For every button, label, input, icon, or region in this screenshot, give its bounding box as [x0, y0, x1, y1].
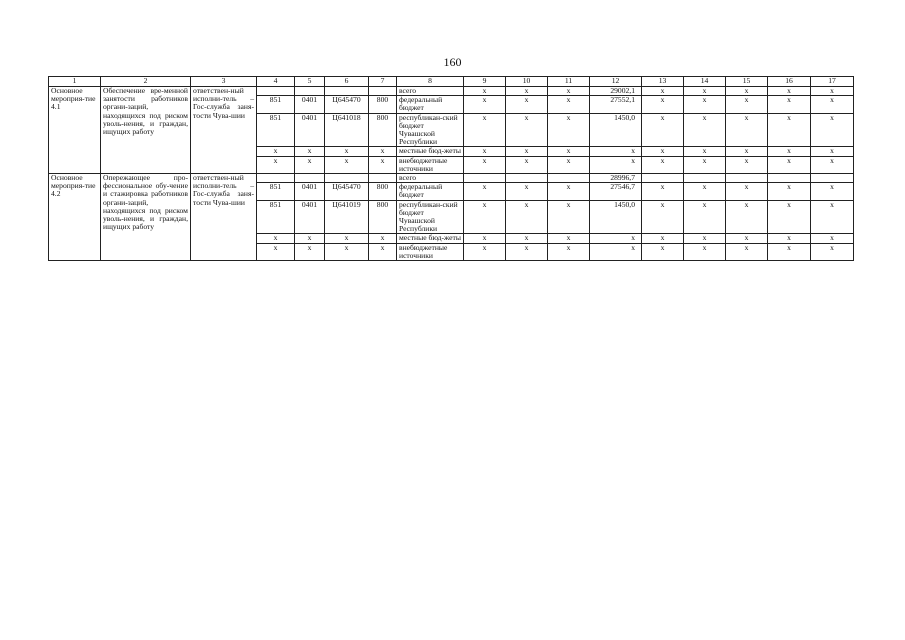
year-2024-cell: х: [684, 200, 726, 234]
year-2031-2035-cell: х: [811, 234, 854, 243]
year-2031-2035-cell: [811, 174, 854, 183]
column-header: 14: [684, 77, 726, 87]
year-2025-cell: х: [726, 156, 768, 173]
year-2020-cell: х: [506, 234, 548, 243]
year-2020-cell: х: [506, 183, 548, 200]
funding-source-cell: федеральный бюджет: [397, 96, 464, 113]
year-2023-cell: [642, 174, 684, 183]
column-header: 12: [590, 77, 642, 87]
kbk-gp-code-cell: 851: [257, 200, 295, 234]
year-2023-cell: х: [642, 113, 684, 147]
measure-name-cell: Основное мероприя-тие 4.2: [49, 174, 101, 261]
year-2020-cell: х: [506, 200, 548, 234]
rzpr-code-cell: х: [295, 147, 325, 156]
year-2025-cell: х: [726, 183, 768, 200]
column-header: 5: [295, 77, 325, 87]
year-2025-cell: х: [726, 147, 768, 156]
vr-code-cell: х: [369, 234, 397, 243]
funding-source-cell: внебюджетные источники: [397, 243, 464, 260]
year-2022-cell: 29002,1: [590, 87, 642, 96]
year-2019-cell: х: [464, 183, 506, 200]
year-2026-2030-cell: х: [768, 156, 811, 173]
year-2019-cell: х: [464, 156, 506, 173]
rzpr-code-cell: 0401: [295, 183, 325, 200]
table-row: [49, 174, 854, 183]
kbk-gp-code-cell: х: [257, 156, 295, 173]
year-2024-cell: х: [684, 96, 726, 113]
kbk-gp-code-cell: х: [257, 147, 295, 156]
measure-name-cell: Основное мероприя-тие 4.1: [49, 87, 101, 174]
year-2021-cell: х: [548, 243, 590, 260]
funding-source-cell: федеральный бюджет: [397, 183, 464, 200]
column-header: 10: [506, 77, 548, 87]
kbk-gp-code-cell: [257, 87, 295, 96]
year-2024-cell: х: [684, 113, 726, 147]
year-2026-2030-cell: х: [768, 147, 811, 156]
column-header: 11: [548, 77, 590, 87]
kbk-gp-code-cell: х: [257, 234, 295, 243]
column-header: 9: [464, 77, 506, 87]
funding-source-cell: местные бюд-жеты: [397, 147, 464, 156]
rzpr-code-cell: х: [295, 243, 325, 260]
csr-code-cell: Ц641019: [325, 200, 369, 234]
column-header: 8: [397, 77, 464, 87]
year-2025-cell: х: [726, 200, 768, 234]
csr-code-cell: х: [325, 234, 369, 243]
rzpr-code-cell: 0401: [295, 200, 325, 234]
column-header: 4: [257, 77, 295, 87]
year-2020-cell: х: [506, 87, 548, 96]
vr-code-cell: 800: [369, 200, 397, 234]
vr-code-cell: х: [369, 156, 397, 173]
funding-source-cell: всего: [397, 87, 464, 96]
page-number: 160: [443, 55, 462, 69]
kbk-gp-code-cell: 851: [257, 96, 295, 113]
year-2024-cell: [684, 174, 726, 183]
year-2025-cell: х: [726, 243, 768, 260]
column-number-row: [49, 77, 854, 87]
year-2022-cell: 1450,0: [590, 200, 642, 234]
measure-description-cell: Опережающее про-фессиональное обу-чение и стажировка работников органи-заций, находящихся под риском уволь-нения, и граждан, ищущих работу: [101, 174, 191, 261]
vr-code-cell: [369, 174, 397, 183]
year-2024-cell: х: [684, 156, 726, 173]
responsible-executor-cell: ответствен-ный исполни-тель – Гос-служба заня-тости Чува-шии: [191, 174, 257, 261]
year-2025-cell: [726, 174, 768, 183]
column-header: 16: [768, 77, 811, 87]
rzpr-code-cell: [295, 87, 325, 96]
rzpr-code-cell: х: [295, 156, 325, 173]
responsible-executor-cell: ответствен-ный исполни-тель – Гос-служба заня-тости Чува-шии: [191, 87, 257, 174]
kbk-gp-code-cell: 851: [257, 113, 295, 147]
year-2021-cell: х: [548, 96, 590, 113]
column-header: 2: [101, 77, 191, 87]
vr-code-cell: 800: [369, 113, 397, 147]
csr-code-cell: Ц645470: [325, 183, 369, 200]
csr-code-cell: х: [325, 156, 369, 173]
kbk-gp-code-cell: [257, 174, 295, 183]
year-2025-cell: х: [726, 87, 768, 96]
year-2021-cell: х: [548, 147, 590, 156]
column-header: 3: [191, 77, 257, 87]
year-2022-cell: х: [590, 156, 642, 173]
year-2026-2030-cell: х: [768, 183, 811, 200]
year-2019-cell: х: [464, 243, 506, 260]
year-2024-cell: х: [684, 243, 726, 260]
year-2021-cell: [548, 174, 590, 183]
csr-code-cell: Ц645470: [325, 96, 369, 113]
year-2021-cell: х: [548, 113, 590, 147]
year-2031-2035-cell: х: [811, 200, 854, 234]
vr-code-cell: х: [369, 147, 397, 156]
rzpr-code-cell: 0401: [295, 113, 325, 147]
budget-table: [48, 76, 854, 261]
year-2022-cell: 27546,7: [590, 183, 642, 200]
year-2019-cell: х: [464, 87, 506, 96]
column-header: 6: [325, 77, 369, 87]
year-2031-2035-cell: х: [811, 243, 854, 260]
year-2026-2030-cell: [768, 174, 811, 183]
year-2022-cell: 27552,1: [590, 96, 642, 113]
rzpr-code-cell: х: [295, 234, 325, 243]
year-2031-2035-cell: х: [811, 183, 854, 200]
vr-code-cell: [369, 87, 397, 96]
year-2021-cell: х: [548, 87, 590, 96]
year-2025-cell: х: [726, 234, 768, 243]
year-2023-cell: х: [642, 234, 684, 243]
year-2019-cell: х: [464, 234, 506, 243]
funding-source-cell: всего: [397, 174, 464, 183]
column-header: 1: [49, 77, 101, 87]
csr-code-cell: х: [325, 243, 369, 260]
funding-source-cell: внебюджетные источники: [397, 156, 464, 173]
measure-description-cell: Обеспечение вре-менной занятости работников органи-заций, находящихся под риском уволь-нения, и граждан, ищущих работу: [101, 87, 191, 174]
year-2022-cell: 28996,7: [590, 174, 642, 183]
year-2023-cell: х: [642, 96, 684, 113]
column-header: 17: [811, 77, 854, 87]
year-2023-cell: х: [642, 87, 684, 96]
year-2023-cell: х: [642, 156, 684, 173]
year-2023-cell: х: [642, 147, 684, 156]
year-2031-2035-cell: х: [811, 156, 854, 173]
funding-source-cell: республикан-ский бюджет Чувашской Республики: [397, 113, 464, 147]
rzpr-code-cell: 0401: [295, 96, 325, 113]
rzpr-code-cell: [295, 174, 325, 183]
year-2026-2030-cell: х: [768, 200, 811, 234]
year-2022-cell: 1450,0: [590, 113, 642, 147]
year-2021-cell: х: [548, 156, 590, 173]
year-2020-cell: х: [506, 147, 548, 156]
year-2031-2035-cell: х: [811, 147, 854, 156]
year-2020-cell: х: [506, 243, 548, 260]
year-2020-cell: х: [506, 96, 548, 113]
year-2026-2030-cell: х: [768, 96, 811, 113]
year-2019-cell: х: [464, 147, 506, 156]
year-2023-cell: х: [642, 183, 684, 200]
funding-source-cell: республикан-ский бюджет Чувашской Республики: [397, 200, 464, 234]
kbk-gp-code-cell: х: [257, 243, 295, 260]
year-2031-2035-cell: х: [811, 96, 854, 113]
vr-code-cell: х: [369, 243, 397, 260]
year-2024-cell: х: [684, 183, 726, 200]
year-2024-cell: х: [684, 147, 726, 156]
year-2019-cell: [464, 174, 506, 183]
csr-code-cell: [325, 174, 369, 183]
csr-code-cell: Ц641018: [325, 113, 369, 147]
year-2026-2030-cell: х: [768, 113, 811, 147]
year-2024-cell: х: [684, 87, 726, 96]
year-2025-cell: х: [726, 96, 768, 113]
year-2031-2035-cell: х: [811, 113, 854, 147]
year-2025-cell: х: [726, 113, 768, 147]
year-2021-cell: х: [548, 200, 590, 234]
year-2020-cell: [506, 174, 548, 183]
kbk-gp-code-cell: 851: [257, 183, 295, 200]
year-2026-2030-cell: х: [768, 234, 811, 243]
column-header: 7: [369, 77, 397, 87]
year-2031-2035-cell: х: [811, 87, 854, 96]
column-header: 13: [642, 77, 684, 87]
year-2019-cell: х: [464, 96, 506, 113]
year-2022-cell: х: [590, 234, 642, 243]
year-2022-cell: х: [590, 243, 642, 260]
year-2021-cell: х: [548, 183, 590, 200]
funding-source-cell: местные бюд-жеты: [397, 234, 464, 243]
year-2021-cell: х: [548, 234, 590, 243]
column-header: 15: [726, 77, 768, 87]
year-2020-cell: х: [506, 156, 548, 173]
csr-code-cell: [325, 87, 369, 96]
year-2019-cell: х: [464, 200, 506, 234]
year-2026-2030-cell: х: [768, 87, 811, 96]
table-row: [49, 87, 854, 96]
year-2023-cell: х: [642, 243, 684, 260]
year-2019-cell: х: [464, 113, 506, 147]
year-2022-cell: х: [590, 147, 642, 156]
csr-code-cell: х: [325, 147, 369, 156]
vr-code-cell: 800: [369, 96, 397, 113]
vr-code-cell: 800: [369, 183, 397, 200]
year-2023-cell: х: [642, 200, 684, 234]
year-2026-2030-cell: х: [768, 243, 811, 260]
year-2020-cell: х: [506, 113, 548, 147]
year-2024-cell: х: [684, 234, 726, 243]
table-body: [49, 87, 854, 261]
